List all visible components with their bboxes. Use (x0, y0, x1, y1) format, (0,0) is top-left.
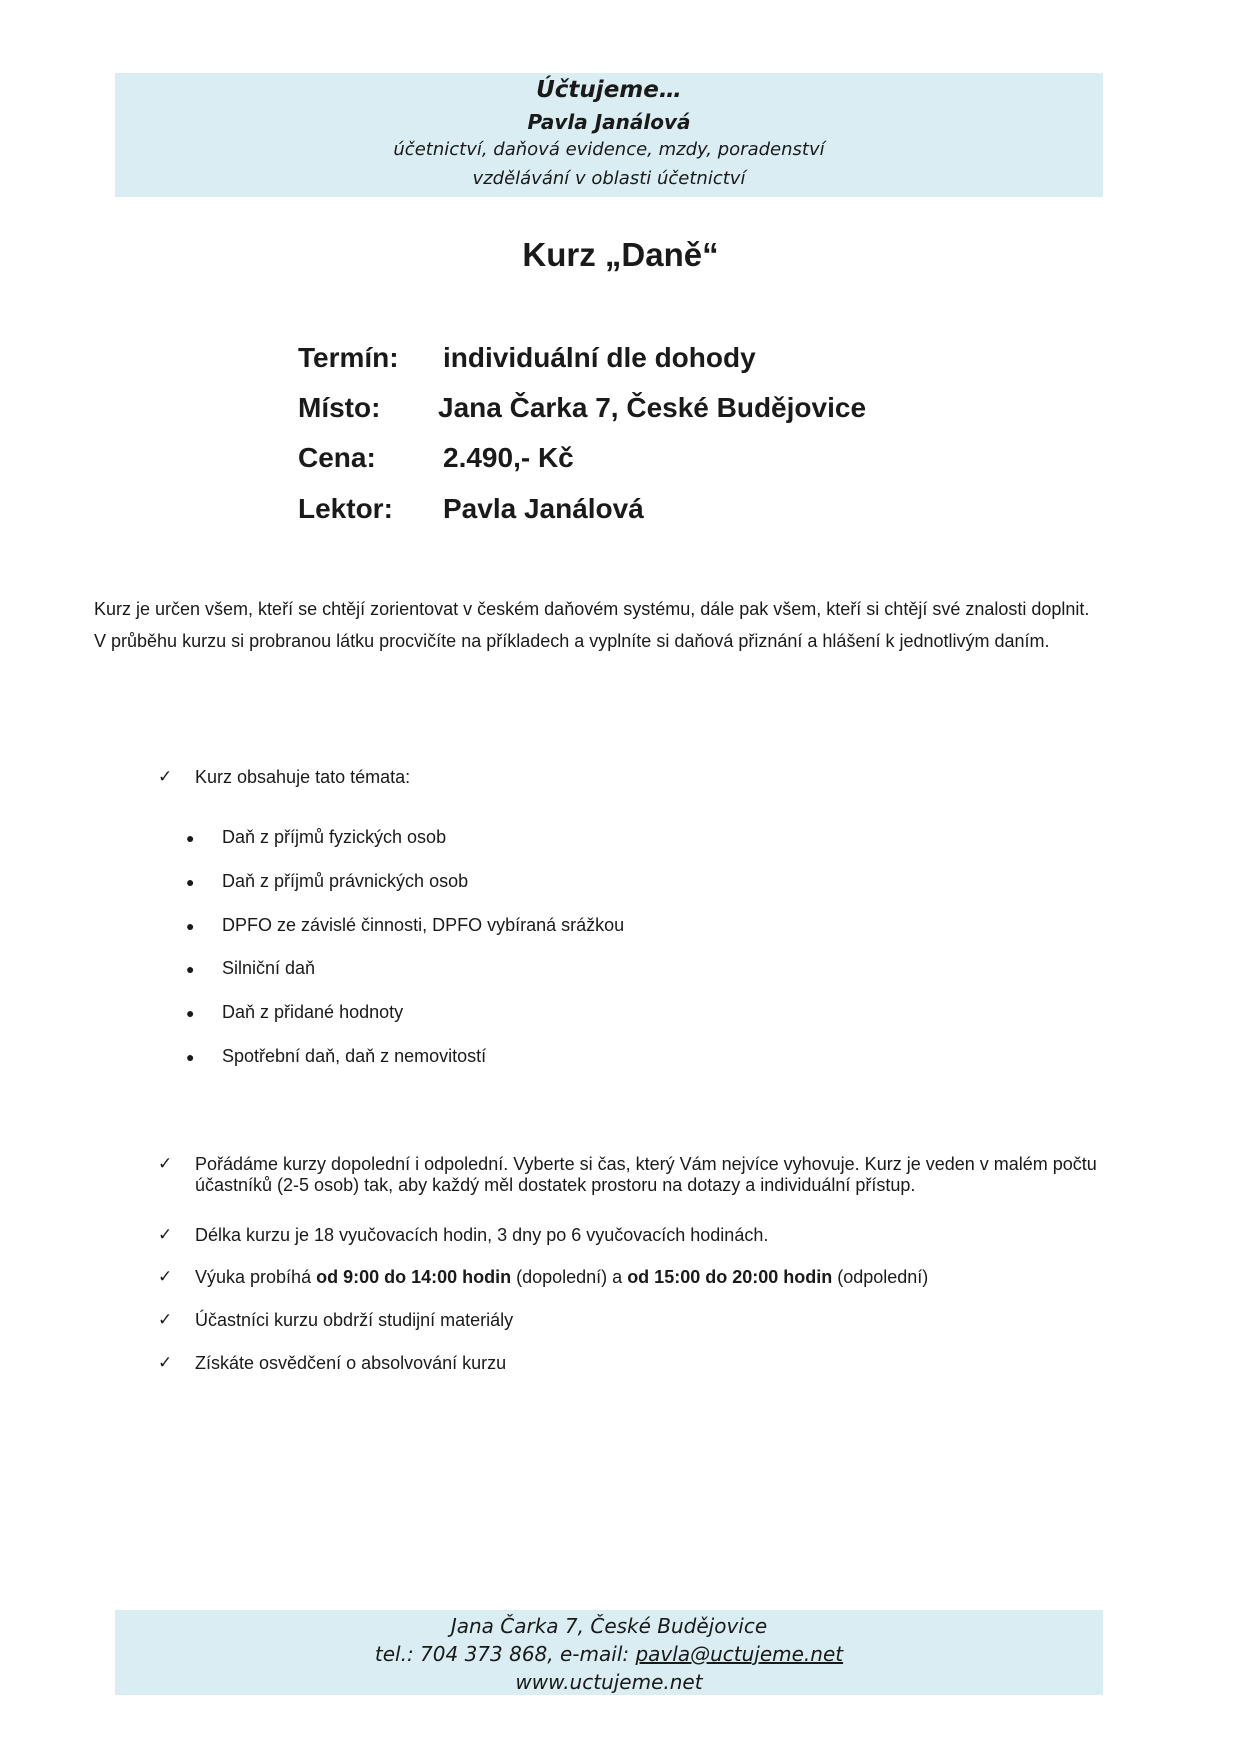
note-hours-text: Výuka probíhá (195, 1267, 317, 1287)
lecturer-value: Pavla Janálová (443, 493, 644, 524)
topic-item: Silniční daň (222, 958, 316, 978)
bullet-icon: ● (186, 874, 195, 890)
footer-address: Jana Čarka 7, České Budějovice (450, 1614, 768, 1638)
checkmark-icon: ✓ (158, 1154, 173, 1173)
note-certificate: Získáte osvědčení o absolvování kurzu (195, 1353, 507, 1373)
footer-contact (115, 1642, 1103, 1666)
price-value: 2.490,- Kč (443, 442, 574, 473)
topics-heading: Kurz obsahuje tato témata: (195, 767, 411, 787)
email-link[interactable]: pavla@uctujeme.net (635, 1642, 844, 1666)
place-value: Jana Čarka 7, České Budějovice (438, 392, 867, 423)
services-line: účetnictví, daňová evidence, mzdy, poradenství (393, 139, 825, 160)
checkmark-icon: ✓ (158, 767, 173, 786)
term-value: individuální dle dohody (443, 342, 756, 373)
brand-name: Účtujeme… (536, 77, 682, 103)
owner-name: Pavla Janálová (527, 110, 691, 134)
note-materials: Účastníci kurzu obdrží studijní materiály (195, 1310, 514, 1330)
education-line: vzdělávání v oblasti účetnictví (472, 168, 746, 189)
bullet-icon: ● (186, 961, 195, 977)
note-hours-text: (dopolední) a (511, 1267, 628, 1287)
bullet-icon: ● (186, 1049, 195, 1065)
checkmark-icon: ✓ (158, 1353, 173, 1372)
website-link[interactable]: www.uctujeme.net (515, 1670, 703, 1694)
page-title: Kurz „Daně“ (522, 236, 719, 273)
topic-item: Spotřební daň, daň z nemovitostí (222, 1046, 487, 1066)
price-label: Cena: (298, 442, 376, 473)
topic-item: Daň z příjmů fyzických osob (222, 827, 447, 847)
bullet-icon: ● (186, 918, 195, 934)
note-hours (195, 1267, 928, 1288)
topic-item: Daň z přidané hodnoty (222, 1002, 404, 1022)
checkmark-icon: ✓ (158, 1225, 173, 1244)
topic-item: DPFO ze závislé činnosti, DPFO vybíraná srážkou (222, 915, 625, 935)
footer-band (115, 1610, 1103, 1695)
morning-hours: od 9:00 do 14:00 hodin (316, 1267, 512, 1287)
afternoon-hours: od 15:00 do 20:00 hodin (627, 1267, 833, 1287)
note-hours-text: (odpolední) (832, 1267, 929, 1287)
note-schedule: Pořádáme kurzy dopolední i odpolední. Vyberte si čas, který Vám nejvíce vyhovuje. Kurz je veden v malém počtu účastníků (2-5 osob) tak, aby každý měl dostatek prostoru na dotazy a individuální přístup. (195, 1154, 1097, 1195)
topic-item: Daň z příjmů právnických osob (222, 871, 469, 891)
intro-paragraph: Kurz je určen všem, kteří se chtějí zorientovat v českém daňovém systému, dále pak všem, kteří si chtějí své znalosti doplnit. V průběhu kurzu si probranou látku procvičíte na příkladech a vyplníte si daňová přiznání a hlášení k jednotlivým daním. (94, 599, 1090, 651)
term-label: Termín: (298, 342, 399, 373)
checkmark-icon: ✓ (158, 1267, 173, 1286)
bullet-icon: ● (186, 1005, 195, 1021)
lecturer-label: Lektor: (298, 493, 393, 524)
header-band (115, 73, 1103, 197)
place-label: Místo: (298, 392, 381, 423)
note-length: Délka kurzu je 18 vyučovacích hodin, 3 dny po 6 vyučovacích hodinách. (195, 1225, 769, 1245)
bullet-icon: ● (186, 830, 195, 846)
phone-text: tel.: 704 373 868, e-mail: (374, 1642, 636, 1666)
checkmark-icon: ✓ (158, 1310, 173, 1329)
